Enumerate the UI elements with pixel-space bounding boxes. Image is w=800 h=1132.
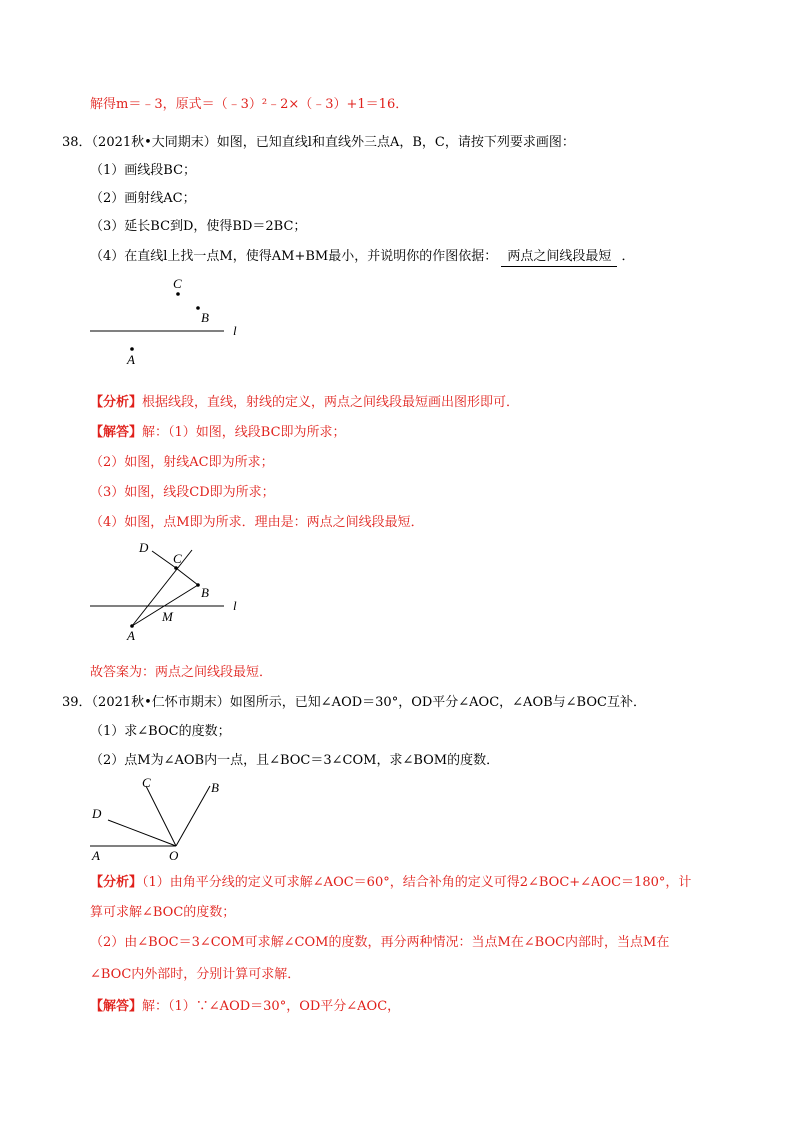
q38-sub3: （3）延长BC到D，使得BD＝2BC； xyxy=(90,219,307,234)
prev-answer-line: 解得m＝﹣3，原式＝（﹣3）²﹣2×（﹣3）+1＝16． xyxy=(90,97,409,112)
analysis-tag: 【分析】 xyxy=(90,395,143,410)
point-d-label: D xyxy=(139,540,149,555)
q39-sub2: （2）点M为∠AOB内一点，且∠BOC＝3∠COM，求∠BOM的度数． xyxy=(90,753,500,768)
q38-stem: 38．（2021秋•大同期末）如图，已知直线l和直线外三点A，B，C，请按下列要求画图： xyxy=(62,135,575,150)
q38-answer-4: （4）如图，点M即为所求．理由是：两点之间线段最短． xyxy=(90,515,424,530)
point-c-label: C xyxy=(173,551,182,566)
point-a-label: A xyxy=(127,628,135,643)
q38-sub4-text: （4）在直线l上找一点M，使得AM+BM最小，并说明你的作图依据： xyxy=(90,249,498,264)
q38-answer-2: （2）如图，射线AC即为所求； xyxy=(90,455,274,470)
analysis-text: 根据线段，直线，射线的定义，两点之间线段最短画出图形即可． xyxy=(142,395,520,410)
q39-analysis-4: ∠BOC内外部时，分别计算可求解． xyxy=(90,967,301,982)
vertex-o-label: O xyxy=(169,848,179,863)
q38-final-answer: 故答案为：两点之间线段最短． xyxy=(90,665,273,680)
q38-sub2: （2）画射线AC； xyxy=(90,191,196,206)
q39-answer-1 xyxy=(90,998,400,1016)
point-b-label: B xyxy=(201,585,209,600)
q39-analysis-2: 算可求解∠BOC的度数； xyxy=(90,905,236,920)
ray-a-label: A xyxy=(92,848,100,863)
q38-sub1: （1）画线段BC； xyxy=(90,163,197,178)
line-l-label: l xyxy=(233,598,237,613)
q38-answer-3: （3）如图，线段CD即为所求； xyxy=(90,485,275,500)
ray-c-label: C xyxy=(142,775,151,790)
answer-tag: 【解答】 xyxy=(90,999,143,1014)
ray-d-label: D xyxy=(92,806,102,821)
q39-analysis-3: （2）由∠BOC＝3∠COM可求解∠COM的度数，再分两种情况：当点M在∠BOC内部时，当点M在 xyxy=(90,935,670,950)
point-c-label: C xyxy=(173,276,182,291)
point-a-label: A xyxy=(127,352,135,367)
q38-sub4-end: ． xyxy=(621,249,635,264)
answer-tag: 【解答】 xyxy=(90,425,143,440)
line-l-label: l xyxy=(233,323,237,338)
answer-text: 解：（1）如图，线段BC即为所求； xyxy=(142,425,346,440)
point-b-label: B xyxy=(201,310,209,325)
q39-stem: 39．（2021秋•仁怀市期末）如图所示，已知∠AOD＝30°，OD平分∠AOC，∠AOB与∠BOC互补． xyxy=(62,695,646,710)
q39-sub1: （1）求∠BOC的度数； xyxy=(90,724,231,739)
point-m-label: M xyxy=(162,609,173,624)
answer-text: 解：（1）∵∠AOD＝30°，OD平分∠AOC， xyxy=(142,999,401,1014)
analysis-text: （1）由角平分线的定义可求解∠AOC＝60°，结合补角的定义可得2∠BOC+∠AOC＝180°，计 xyxy=(142,875,692,890)
q39-analysis-1 xyxy=(90,874,691,892)
analysis-tag: 【分析】 xyxy=(90,875,143,890)
ray-b-label: B xyxy=(211,780,219,795)
q38-fill-blank-answer: 两点之间线段最短 xyxy=(501,248,617,267)
